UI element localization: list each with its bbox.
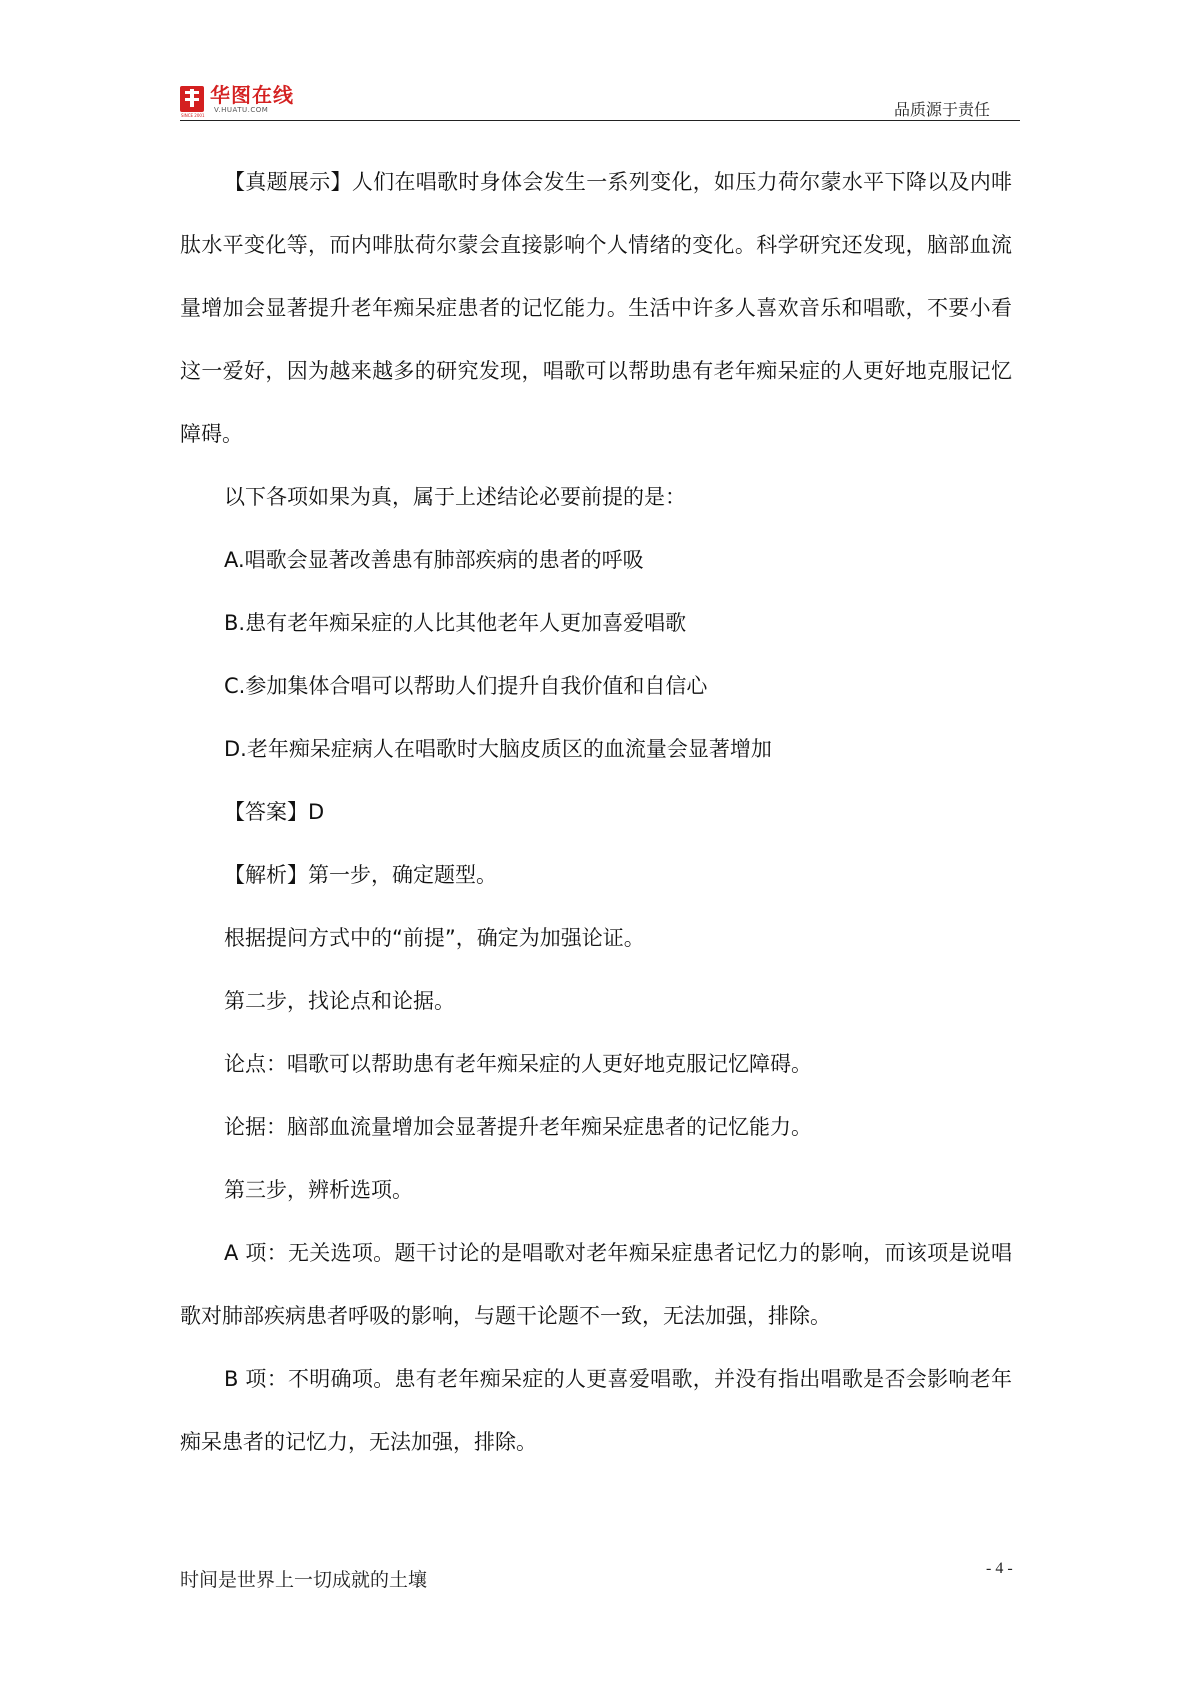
option-c: C.参加集体合唱可以帮助人们提升自我价值和自信心 <box>224 674 708 698</box>
option-b: B.患有老年痴呆症的人比其他老年人更加喜爱唱歌 <box>224 611 687 635</box>
option-a: A.唱歌会显著改善患有肺部疾病的患者的呼吸 <box>224 548 644 572</box>
question-prompt: 以下各项如果为真，属于上述结论必要前提的是： <box>224 485 686 509</box>
question-stem: 【真题展示】人们在唱歌时身体会发生一系列变化，如压力荷尔蒙水平下降以及内啡肽水平变化等，而内啡肽荷尔蒙会直接影响个人情绪的变化。科学研究还发现，脑部血流量增加会显著提升老年痴呆症患者的记忆能力。生活中许多人喜欢音乐和唱歌，不要小看这一爱好，因为越来越多的研究发现，唱歌可以帮助患有老年痴呆症的人更好地克服记忆障碍。 <box>180 170 1012 446</box>
option-d: D.老年痴呆症病人在唱歌时大脑皮质区的血流量会显著增加 <box>224 737 772 761</box>
option-a-analysis: A 项：无关选项。题干讨论的是唱歌对老年痴呆症患者记忆力的影响，而该项是说唱歌对肺部疾病患者呼吸的影响，与题干论题不一致，无法加强，排除。 <box>180 1241 1012 1328</box>
analysis-step-2: 第二步，找论点和论据。 <box>224 989 455 1013</box>
logo-since: SINCE 2001 <box>181 113 205 118</box>
option-b-analysis: B 项：不明确项。患有老年痴呆症的人更喜爱唱歌，并没有指出唱歌是否会影响老年痴呆患者的记忆力，无法加强，排除。 <box>180 1367 1012 1454</box>
analysis-question-type: 根据提问方式中的“前提”，确定为加强论证。 <box>224 926 645 950</box>
huatu-logo-icon <box>180 86 204 112</box>
header-slogan: 品质源于责任 <box>893 100 990 119</box>
analysis-step-1: 【解析】第一步，确定题型。 <box>224 863 497 887</box>
analysis-step-3: 第三步，辨析选项。 <box>224 1178 413 1202</box>
page-header <box>180 84 1020 121</box>
footer-motto: 时间是世界上一切成就的土壤 <box>180 1569 428 1591</box>
logo-text: 华图在线 <box>210 83 294 107</box>
page-number: - 4 - <box>986 1560 1013 1577</box>
document-body <box>180 151 1012 1474</box>
analysis-argument-point: 论点：唱歌可以帮助患有老年痴呆症的人更好地克服记忆障碍。 <box>224 1052 812 1076</box>
answer-line: 【答案】D <box>224 800 325 824</box>
analysis-evidence: 论据：脑部血流量增加会显著提升老年痴呆症患者的记忆能力。 <box>224 1115 812 1139</box>
logo-url: V.HUATU.COM <box>214 106 269 114</box>
